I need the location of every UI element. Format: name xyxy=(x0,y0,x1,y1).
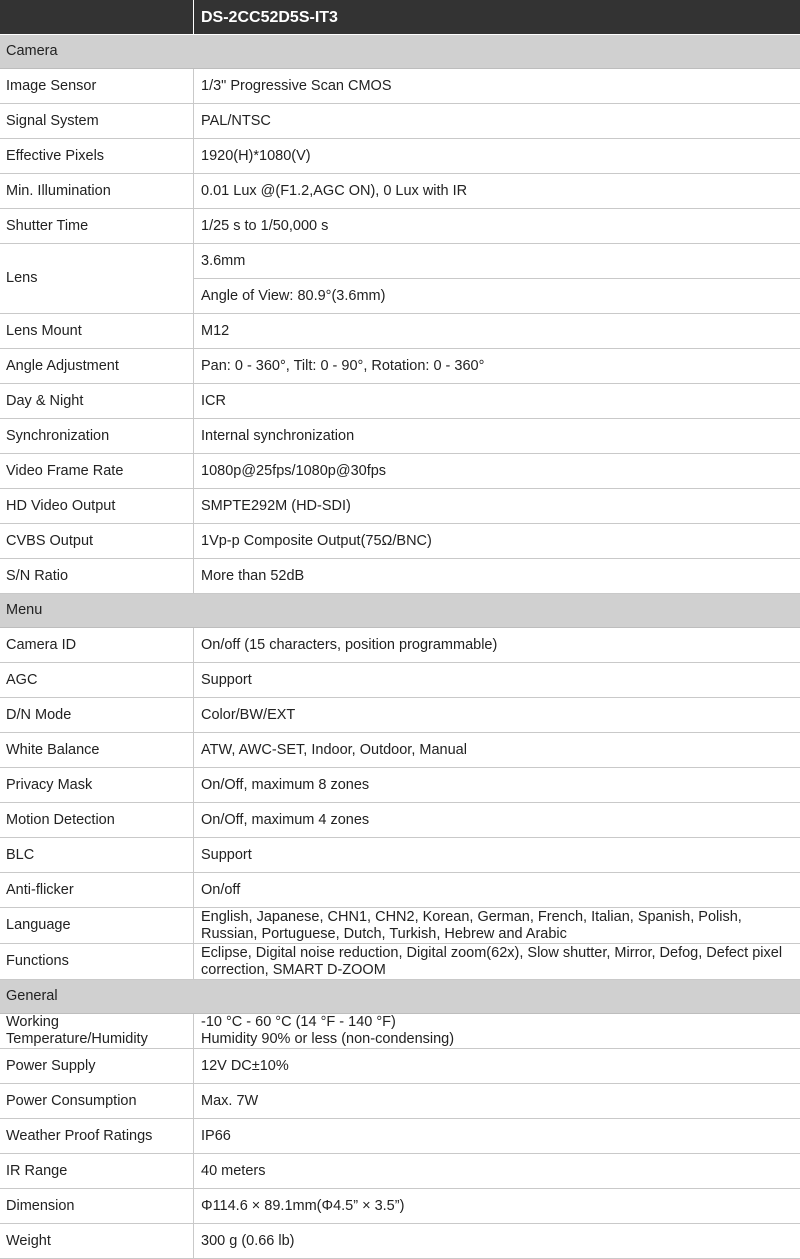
spec-value xyxy=(194,1014,800,1049)
table-row xyxy=(0,698,800,733)
model-name: DS-2CC52D5S-IT3 xyxy=(194,0,800,35)
spec-value: More than 52dB xyxy=(194,559,800,594)
spec-value: 1080p@25fps/1080p@30fps xyxy=(194,454,800,489)
spec-value: 300 g (0.66 lb) xyxy=(194,1224,800,1259)
spec-value: PAL/NTSC xyxy=(194,104,800,139)
table-row xyxy=(0,1224,800,1259)
table-row xyxy=(0,1189,800,1224)
section-camera xyxy=(0,35,800,69)
section-menu xyxy=(0,594,800,628)
spec-value: Support xyxy=(194,838,800,873)
spec-value: 12V DC±10% xyxy=(194,1049,800,1084)
spec-label: HD Video Output xyxy=(0,489,194,524)
spec-value: On/Off, maximum 4 zones xyxy=(194,803,800,838)
spec-label: Signal System xyxy=(0,104,194,139)
spec-value: Φ114.6 × 89.1mm(Φ4.5” × 3.5”) xyxy=(194,1189,800,1224)
spec-label: Image Sensor xyxy=(0,69,194,104)
spec-label: Video Frame Rate xyxy=(0,454,194,489)
spec-label: Language xyxy=(0,908,194,944)
spec-value: Color/BW/EXT xyxy=(194,698,800,733)
spec-value: 1/25 s to 1/50,000 s xyxy=(194,209,800,244)
spec-label: Anti-flicker xyxy=(0,873,194,908)
spec-value: ATW, AWC-SET, Indoor, Outdoor, Manual xyxy=(194,733,800,768)
table-row xyxy=(0,873,800,908)
spec-label: AGC xyxy=(0,663,194,698)
table-row xyxy=(0,944,800,980)
spec-label: Functions xyxy=(0,944,194,980)
spec-label-line: Working xyxy=(6,1014,187,1031)
spec-label: Angle Adjustment xyxy=(0,349,194,384)
spec-value: On/off xyxy=(194,873,800,908)
spec-label-line: Temperature/Humidity xyxy=(6,1031,187,1048)
spec-value: On/Off, maximum 8 zones xyxy=(194,768,800,803)
table-row xyxy=(0,69,800,104)
spec-label xyxy=(0,1014,194,1049)
spec-value-line: -10 °C - 60 °C (14 °F - 140 °F) xyxy=(201,1014,794,1031)
section-general xyxy=(0,980,800,1014)
table-row xyxy=(0,174,800,209)
spec-label: Power Consumption xyxy=(0,1084,194,1119)
spec-label: Shutter Time xyxy=(0,209,194,244)
spec-label: CVBS Output xyxy=(0,524,194,559)
spec-label: BLC xyxy=(0,838,194,873)
table-row xyxy=(0,384,800,419)
table-row xyxy=(0,349,800,384)
table-row xyxy=(0,244,800,279)
spec-label: Lens Mount xyxy=(0,314,194,349)
spec-label: Motion Detection xyxy=(0,803,194,838)
section-title: Menu xyxy=(0,594,800,628)
table-row xyxy=(0,1084,800,1119)
spec-label: Privacy Mask xyxy=(0,768,194,803)
spec-label: Weather Proof Ratings xyxy=(0,1119,194,1154)
spec-value: 40 meters xyxy=(194,1154,800,1189)
spec-value: Max. 7W xyxy=(194,1084,800,1119)
table-row xyxy=(0,663,800,698)
table-row xyxy=(0,314,800,349)
table-row xyxy=(0,524,800,559)
spec-value: M12 xyxy=(194,314,800,349)
table-row xyxy=(0,838,800,873)
spec-label: Dimension xyxy=(0,1189,194,1224)
table-row xyxy=(0,1049,800,1084)
table-row xyxy=(0,908,800,944)
table-row xyxy=(0,454,800,489)
spec-value: Pan: 0 - 360°, Tilt: 0 - 90°, Rotation: 0 - 360° xyxy=(194,349,800,384)
header-corner-cell xyxy=(0,0,194,35)
spec-label: S/N Ratio xyxy=(0,559,194,594)
spec-value: Eclipse, Digital noise reduction, Digital zoom(62x), Slow shutter, Mirror, Defog, Defect pixel correction, SMART D-ZOOM xyxy=(194,944,800,980)
table-row xyxy=(0,1119,800,1154)
section-title: Camera xyxy=(0,35,800,69)
table-row xyxy=(0,1014,800,1049)
table-row xyxy=(0,733,800,768)
spec-value: 0.01 Lux @(F1.2,AGC ON), 0 Lux with IR xyxy=(194,174,800,209)
table-row xyxy=(0,104,800,139)
spec-label: Effective Pixels xyxy=(0,139,194,174)
table-row xyxy=(0,1154,800,1189)
spec-value: Angle of View: 80.9°(3.6mm) xyxy=(194,279,800,314)
table-row xyxy=(0,559,800,594)
spec-value: 1Vp-p Composite Output(75Ω/BNC) xyxy=(194,524,800,559)
spec-value-line: Humidity 90% or less (non-condensing) xyxy=(201,1031,794,1048)
table-row xyxy=(0,139,800,174)
spec-label: Weight xyxy=(0,1224,194,1259)
spec-label: D/N Mode xyxy=(0,698,194,733)
spec-label: Day & Night xyxy=(0,384,194,419)
table-row xyxy=(0,803,800,838)
spec-value: 1/3" Progressive Scan CMOS xyxy=(194,69,800,104)
spec-value: Internal synchronization xyxy=(194,419,800,454)
spec-label: Camera ID xyxy=(0,628,194,663)
section-title: General xyxy=(0,980,800,1014)
spec-value: 1920(H)*1080(V) xyxy=(194,139,800,174)
table-row xyxy=(0,419,800,454)
table-row xyxy=(0,489,800,524)
spec-label: Synchronization xyxy=(0,419,194,454)
spec-value: English, Japanese, CHN1, CHN2, Korean, German, French, Italian, Spanish, Polish, Russian, Portuguese, Dutch, Turkish, Hebrew and Arabic xyxy=(194,908,800,944)
spec-label: Min. Illumination xyxy=(0,174,194,209)
table-header-row xyxy=(0,0,800,35)
spec-label: Power Supply xyxy=(0,1049,194,1084)
spec-value: SMPTE292M (HD-SDI) xyxy=(194,489,800,524)
spec-value: On/off (15 characters, position programmable) xyxy=(194,628,800,663)
spec-value: ICR xyxy=(194,384,800,419)
table-row xyxy=(0,209,800,244)
table-row xyxy=(0,768,800,803)
table-row xyxy=(0,628,800,663)
spec-label: IR Range xyxy=(0,1154,194,1189)
spec-value: Support xyxy=(194,663,800,698)
spec-label: White Balance xyxy=(0,733,194,768)
spec-label: Lens xyxy=(0,244,194,314)
spec-value: 3.6mm xyxy=(194,244,800,279)
spec-value: IP66 xyxy=(194,1119,800,1154)
